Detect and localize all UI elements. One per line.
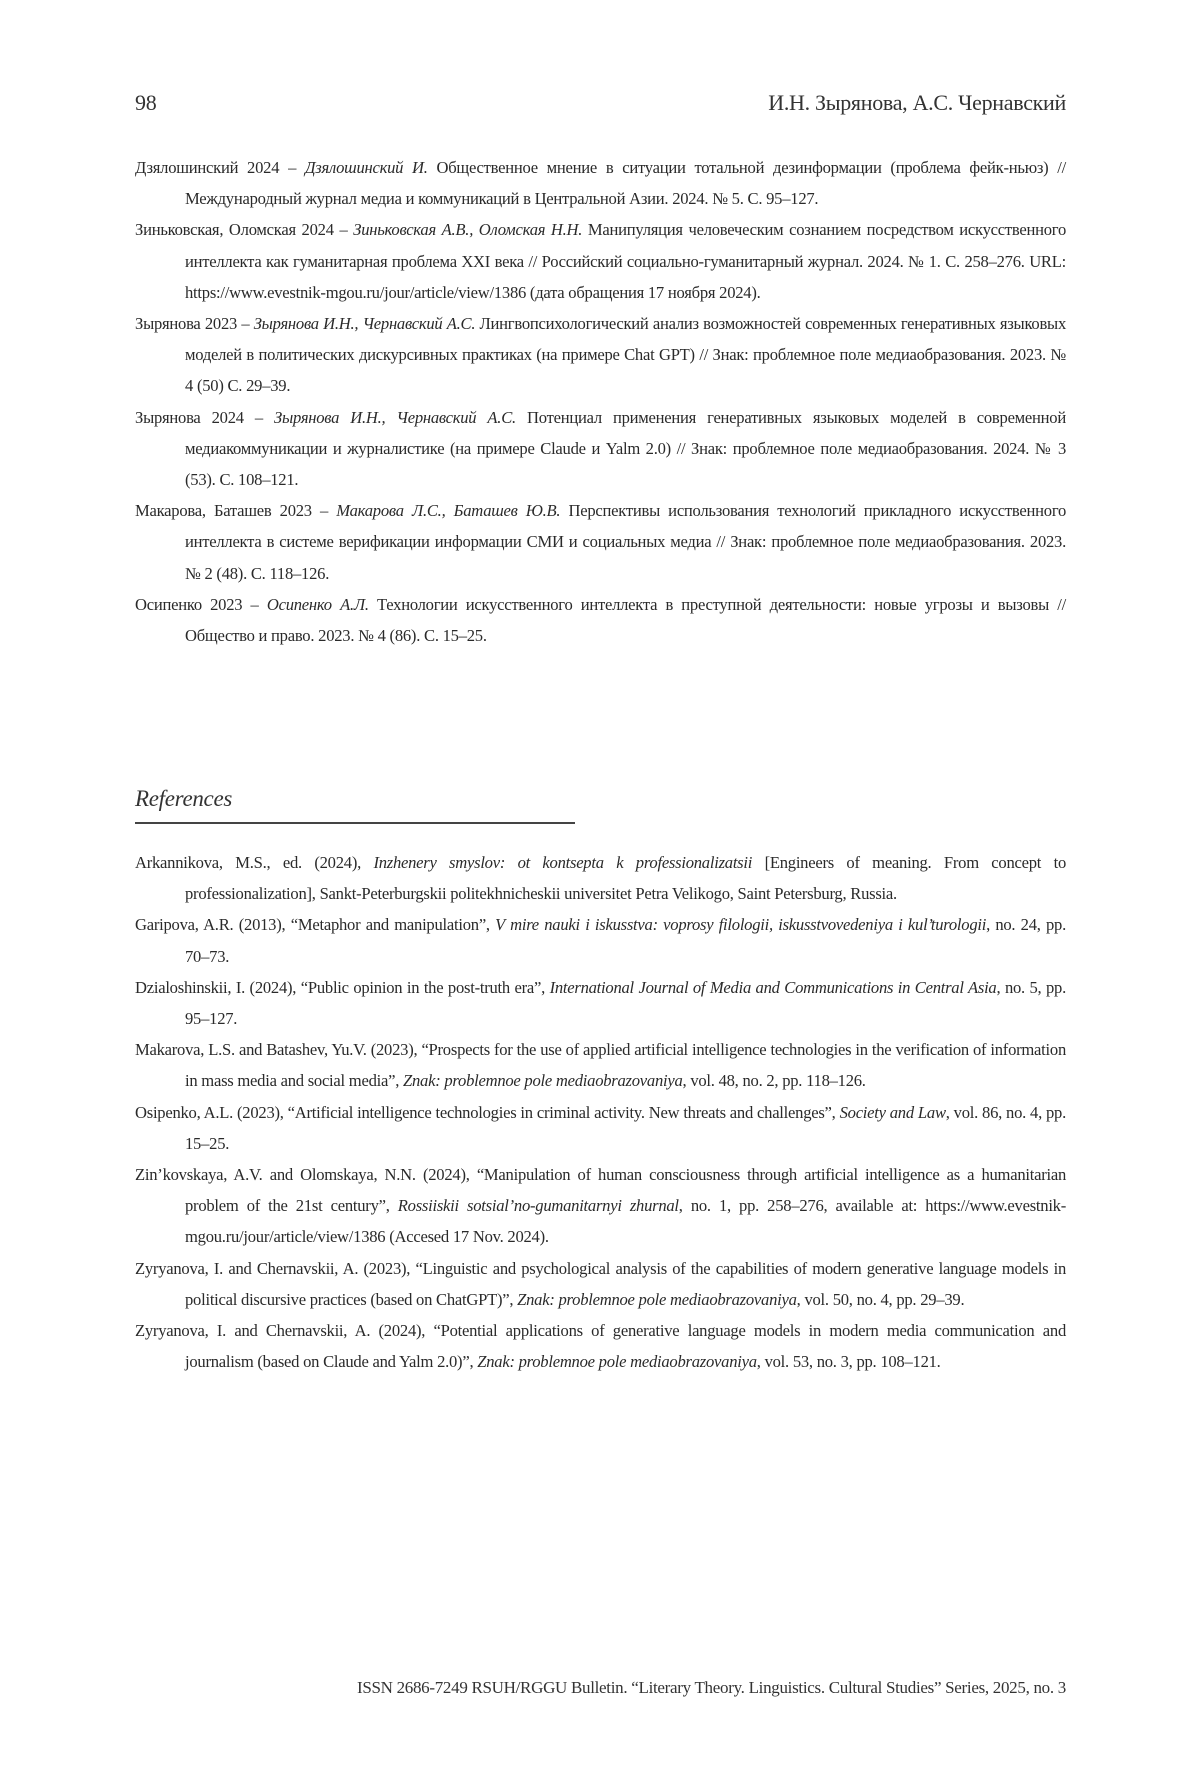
reference-segment: Arkannikova, M.S., ed. (2024),	[135, 853, 373, 872]
reference-italic-segment: International Journal of Media and Communications in Central Asia	[550, 978, 997, 997]
reference-segment: Общественное мнение в ситуации тотальной дезинформации (проблема фейк-ньюз) // Международный журнал медиа и коммуникаций в Центральной Азии. 2024. № 5. С. 95–127.	[185, 158, 1066, 208]
reference-segment: , vol. 48, no. 2, pp. 118–126.	[683, 1071, 866, 1090]
reference-entry	[135, 1315, 1066, 1377]
reference-segment: , vol. 50, no. 4, pp. 29–39.	[797, 1290, 965, 1309]
page-footer: ISSN 2686-7249 RSUH/RGGU Bulletin. “Literary Theory. Linguistics. Cultural Studies” Series, 2025, no. 3	[135, 1678, 1066, 1698]
russian-reference-list	[135, 152, 1066, 651]
reference-entry	[135, 589, 1066, 651]
reference-italic-segment: Society and Law	[840, 1103, 946, 1122]
reference-entry	[135, 972, 1066, 1034]
reference-italic-segment: Znak: problemnoe pole mediaobrazovaniya	[517, 1290, 797, 1309]
reference-segment: , no. 1, pp. 258–276, available at: https://www.evestnik-mgou.ru/jour/article/view/1386 (Accesed 17 Nov. 2024).	[185, 1196, 1066, 1246]
reference-entry	[135, 1253, 1066, 1315]
reference-segment: , vol. 53, no. 3, pp. 108–121.	[757, 1352, 941, 1371]
reference-italic-segment: Зырянова И.Н., Чернавский А.С.	[274, 408, 516, 427]
reference-entry	[135, 1034, 1066, 1096]
reference-italic-segment: Дзялошинский И.	[305, 158, 428, 177]
reference-segment: Осипенко 2023 –	[135, 595, 267, 614]
reference-segment: Dzialoshinskii, I. (2024), “Public opinion in the post-truth era”,	[135, 978, 550, 997]
english-reference-list	[135, 847, 1066, 1377]
reference-italic-segment: Znak: problemnoe pole mediaobrazovaniya	[403, 1071, 683, 1090]
reference-entry	[135, 847, 1066, 909]
reference-entry	[135, 495, 1066, 589]
reference-italic-segment: Макарова Л.С., Баташев Ю.В.	[336, 501, 560, 520]
reference-segment: Манипуляция человеческим сознанием посредством искусственного интеллекта как гуманитарная проблема XXI века // Российский социально-гуманитарный журнал. 2024. № 1. С. 258–276. URL: https://www.evestnik-mgou.ru/jour/article/view/1386 (дата обращения 17 ноября 2024).	[185, 220, 1066, 301]
reference-entry	[135, 1097, 1066, 1159]
reference-entry	[135, 152, 1066, 214]
reference-italic-segment: Znak: problemnoe pole mediaobrazovaniya	[477, 1352, 757, 1371]
reference-segment: , no. 5, pp. 95–127.	[185, 978, 1066, 1028]
reference-italic-segment: V mire nauki i iskusstva: voprosy filologii, iskusstvovedeniya i kul’turologii	[495, 915, 986, 934]
reference-segment: [Engineers of meaning. From concept to professionalization], Sankt-Peterburgskii politekhnicheskii universitet Petra Velikogo, Saint Petersburg, Russia.	[185, 853, 1066, 903]
reference-entry	[135, 308, 1066, 402]
reference-segment: Технологии искусственного интеллекта в преступной деятельности: новые угрозы и вызовы // Общество и право. 2023. № 4 (86). С. 15–25.	[185, 595, 1066, 645]
reference-italic-segment: Зырянова И.Н., Чернавский А.С.	[254, 314, 476, 333]
reference-italic-segment: Rossiiskii sotsial’no-gumanitarnyi zhurnal	[398, 1196, 679, 1215]
reference-segment: Osipenko, A.L. (2023), “Artificial intelligence technologies in criminal activity. New threats and challenges”,	[135, 1103, 840, 1122]
reference-italic-segment: Inzhenery smyslov: ot kontsepta k professionalizatsii	[373, 853, 752, 872]
reference-segment: Makarova, L.S. and Batashev, Yu.V. (2023), “Prospects for the use of applied artificial intelligence technologies in the verification of information in mass media and social media”,	[135, 1040, 1066, 1090]
reference-segment: Zyryanova, I. and Chernavskii, A. (2023), “Linguistic and psychological analysis of the capabilities of modern generative language models in political discursive practices (based on ChatGPT)”,	[135, 1259, 1066, 1309]
reference-entry	[135, 402, 1066, 496]
reference-entry	[135, 214, 1066, 308]
running-header-authors: И.Н. Зырянова, А.С. Чернавский	[768, 90, 1066, 116]
reference-segment: Лингвопсихологический анализ возможностей современных генеративных языковых моделей в политических дискурсивных практиках (на примере Chat GPT) // Знак: проблемное поле медиаобразования. 2023. № 4 (50) С. 29–39.	[185, 314, 1066, 395]
reference-entry	[135, 1159, 1066, 1253]
running-header	[135, 90, 1066, 120]
reference-segment: Зиньковская, Оломская 2024 –	[135, 220, 353, 239]
reference-italic-segment: Осипенко А.Л.	[267, 595, 369, 614]
reference-segment: Перспективы использования технологий прикладного искусственного интеллекта в системе верификации информации СМИ и социальных медиа // Знак: проблемное поле медиаобразования. 2023. № 2 (48). С. 118–126.	[185, 501, 1066, 582]
reference-segment: Garipova, A.R. (2013), “Metaphor and manipulation”,	[135, 915, 495, 934]
reference-segment: , no. 24, pp. 70–73.	[185, 915, 1066, 965]
reference-segment: Zin’kovskaya, A.V. and Olomskaya, N.N. (2024), “Manipulation of human consciousness through artificial intelligence as a humanitarian problem of the 21st century”,	[135, 1165, 1066, 1215]
reference-segment: Потенциал применения генеративных языковых моделей в современной медиакоммуникации и журналистике (на примере Claude и Yalm 2.0) // Знак: проблемное поле медиаобразования. 2024. № 3 (53). С. 108–121.	[185, 408, 1066, 489]
reference-italic-segment: Зиньковская А.В., Оломская Н.Н.	[353, 220, 582, 239]
page-number: 98	[135, 90, 156, 116]
reference-segment: Макарова, Баташев 2023 –	[135, 501, 336, 520]
reference-segment: , vol. 86, no. 4, pp. 15–25.	[185, 1103, 1066, 1153]
references-heading-rule	[135, 822, 575, 824]
reference-segment: Дзялошинский 2024 –	[135, 158, 305, 177]
reference-segment: Zyryanova, I. and Chernavskii, A. (2024), “Potential applications of generative language models in modern media communication and journalism (based on Claude and Yalm 2.0)”,	[135, 1321, 1066, 1371]
reference-segment: Зырянова 2023 –	[135, 314, 254, 333]
references-heading: References	[135, 786, 232, 812]
reference-segment: Зырянова 2024 –	[135, 408, 274, 427]
reference-entry	[135, 909, 1066, 971]
